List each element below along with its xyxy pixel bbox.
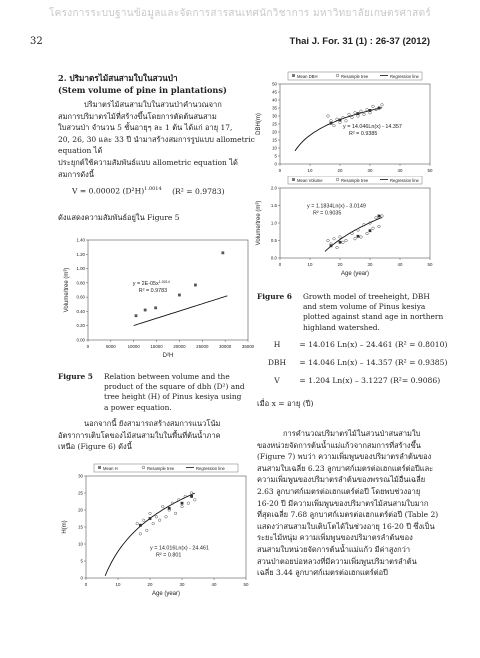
x-tick-label: 50 xyxy=(427,262,433,267)
caption-line: a power equation. xyxy=(104,402,172,412)
eq-r2: (R² = 0.9385) xyxy=(394,358,448,367)
y-tick-label: 35 xyxy=(272,105,277,111)
watermark: โครงการระบบฐานข้อมูลและจัดการสารสนเทศนักวิชาการ มหาวิทยาลัยเกษตรศาสตร์ xyxy=(48,8,432,19)
x-tick-label: 20 xyxy=(337,262,343,267)
text-line: สมการปริมาตรไม้ที่สร้างขึ้นโดยการตัดต้นสนสาม xyxy=(58,111,217,121)
x-tick-label: 25000 xyxy=(196,344,209,349)
resample-point xyxy=(339,236,342,239)
resample-point xyxy=(360,110,363,113)
y-tick-label: 50 xyxy=(272,81,277,87)
y-tick-label: 15 xyxy=(272,137,277,143)
equation-label: y = 14.046Ln(x) - 14.357 xyxy=(343,124,402,130)
y-tick-label: 25 xyxy=(78,490,83,496)
resample-point xyxy=(345,120,348,123)
journal-citation: Thai J. For. 31 (1) : 26-37 (2012) xyxy=(289,36,430,47)
data-point xyxy=(221,251,224,254)
resample-point xyxy=(142,519,145,522)
y-tick-label: 0 xyxy=(274,161,277,167)
text-line: แสดงว่าสนสามใบเติบโตได้ในช่วงอายุ 16-20 ปี ซึ่งเป็น xyxy=(257,521,435,531)
mean-point xyxy=(330,244,333,247)
mean-point xyxy=(378,215,381,218)
r2-label: R² = 0.9783 xyxy=(138,288,168,294)
mean-point xyxy=(190,495,193,498)
y-tick-label: 30 xyxy=(272,113,277,119)
y-tick-label: 20 xyxy=(272,129,277,135)
x-tick-label: 0 xyxy=(84,582,88,587)
y-tick-label: 30 xyxy=(78,473,83,479)
equation-label: $y = 2E-05x^{1.0014}$ xyxy=(132,280,170,287)
resample-point xyxy=(369,112,372,115)
x-tick-label: 35000 xyxy=(241,344,255,349)
where-line: เมื่อ x = อายุ (ปี) xyxy=(257,399,314,408)
mean-point xyxy=(357,112,360,115)
equation-label: y = 14.016Ln(x) - 24.461 xyxy=(150,545,209,552)
text-line: การคำนวณปริมาตรไม้ในสวนป่าสนสามใบ xyxy=(283,429,421,438)
y-tick-label: 40 xyxy=(272,97,277,103)
text-line: สมการดังนี้ xyxy=(58,169,94,179)
y-tick-label: 5 xyxy=(80,558,83,564)
caption-line: tree height (H) of Pinus kesiya using xyxy=(104,392,242,402)
text-line: เหนือ (Figure 6) ดังนี้ xyxy=(58,442,132,452)
equation-row xyxy=(257,358,457,376)
x-tick-label: 50 xyxy=(243,582,249,587)
x-tick-label: 10 xyxy=(115,582,121,587)
data-point xyxy=(178,294,181,297)
y-tick-label: 20 xyxy=(78,507,83,513)
y-tick-label: 0.20 xyxy=(76,323,85,329)
resample-point xyxy=(155,516,158,519)
data-point xyxy=(135,314,138,317)
legend-swatch-mean xyxy=(292,74,295,77)
section-title-en: (Stem volume of pine in plantations) xyxy=(58,85,227,95)
section-title: 2. ปริมาตรไม้สนสามใบในสวนป่า xyxy=(58,73,178,83)
resample-point xyxy=(351,232,354,235)
y-tick-label: 5 xyxy=(274,153,277,159)
resample-point xyxy=(152,522,155,525)
x-tick-label: 30000 xyxy=(219,344,232,349)
y-axis-label: H(m) xyxy=(62,520,68,534)
y-axis-label: DBH(m) xyxy=(256,113,262,135)
x-tick-label: 20 xyxy=(147,582,153,587)
equation-main: V = 0.00002 (D²H) xyxy=(72,186,145,196)
page-number: 32 xyxy=(30,36,43,47)
resample-point xyxy=(336,118,339,121)
y-tick-label: 0.00 xyxy=(76,337,85,343)
x-tick-label: 50 xyxy=(427,168,433,173)
text-line: (Figure 7) พบว่า ความเพิ่มพูนของปริมาตรลำต้นของ xyxy=(257,452,432,462)
mean-point xyxy=(139,524,142,527)
resample-point xyxy=(158,519,161,522)
resample-point xyxy=(149,512,152,515)
y-tick-label: 10 xyxy=(272,145,277,151)
eq-var: DBH xyxy=(267,358,287,367)
y-tick-label: 1.5 xyxy=(270,203,277,208)
y-tick-label: 15 xyxy=(78,524,83,530)
text-line: อัตราการเติบโตของไม้สนสามใบในพื้นที่ต้นน้ำภาค xyxy=(58,430,221,440)
resample-point xyxy=(372,105,375,108)
text-line: ระยะไม้หนุ่ม ความเพิ่มพูนของปริมาตรลำต้นของ xyxy=(257,533,413,543)
x-axis-label: Age (year) xyxy=(151,591,181,597)
text-line: ใบสวนป่า จำนวน 5 ชั้นอายุๆ ละ 1 ต้น ได้แก่ อายุ 17, xyxy=(58,123,233,133)
r2-label: R² = 0.9385 xyxy=(349,131,378,137)
paragraph-right xyxy=(257,428,457,579)
regression-line xyxy=(325,218,382,252)
resample-point xyxy=(354,112,357,115)
resample-point xyxy=(381,104,384,107)
resample-point xyxy=(366,232,369,235)
legend-swatch-mean xyxy=(98,466,101,469)
figure-6-volume-chart xyxy=(252,176,437,286)
caption-line: Relation between volume and the xyxy=(104,372,230,381)
equation-exponent: 1.0014 xyxy=(144,186,162,192)
text-line: ปริมาตรไม้สนสามใบในสวนป่าคำนวณจาก xyxy=(84,100,222,109)
volume-equation xyxy=(72,186,225,196)
paragraph-2: ดังแสดงความสัมพันธ์อยู่ใน Figure 5 xyxy=(58,213,180,222)
caption-line: Growth model of treeheight, DBH xyxy=(303,292,430,301)
text-line: ความเพิ่มพูนของปริมาตรลำต้นของพรรณไม้อื่นเฉลี่ย xyxy=(257,475,426,485)
x-tick-label: 20000 xyxy=(173,344,186,349)
resample-point xyxy=(381,215,384,218)
figure-6-caption-label: Figure 6 xyxy=(257,292,292,301)
plot-frame xyxy=(86,476,246,578)
x-tick-label: 40 xyxy=(397,168,403,173)
resample-point xyxy=(363,113,366,116)
figure-5-caption-label: Figure 5 xyxy=(58,372,93,381)
caption-line: plotted against stand age in northern xyxy=(303,312,444,322)
text-line: ของหน่วยจัดการต้นน้ำแม่แก้วจากสมการที่สร้างขึ้น xyxy=(257,440,421,450)
text-line: 2.63 ลูกบาศก์เมตรต่อเฮกแตร์ต่อปี โดยพบช่วงอายุ xyxy=(257,486,421,496)
y-tick-label: 45 xyxy=(272,89,277,95)
resample-point xyxy=(342,241,345,244)
mean-point xyxy=(181,502,184,505)
chart-legend xyxy=(94,464,238,472)
legend-swatch-mean xyxy=(292,178,295,181)
resample-point xyxy=(190,492,193,495)
resample-point xyxy=(181,505,184,508)
paragraph-1 xyxy=(58,99,258,180)
resample-point xyxy=(162,505,165,508)
mean-point xyxy=(378,107,381,110)
resample-point xyxy=(165,516,168,519)
y-tick-label: 0.0 xyxy=(270,255,277,261)
legend-label-regression: Regression line xyxy=(196,466,225,471)
y-axis-label: Volume/tree (m³) xyxy=(64,267,70,313)
x-tick-label: 15000 xyxy=(150,344,163,349)
resample-point xyxy=(357,115,360,118)
legend-label-mean: Mean DBH xyxy=(297,74,318,79)
resample-point xyxy=(136,522,139,525)
text-line: สวนป่าตอยบ่อหลวงที่มีความเพิ่มพูนปริมาตรลำต้น xyxy=(257,556,417,566)
legend-label-regression: Regression line xyxy=(390,178,419,183)
y-tick-label: 0 xyxy=(80,575,83,581)
y-axis-label: Volume/tree (m³) xyxy=(256,200,262,246)
resample-point xyxy=(174,512,177,515)
x-tick-label: 10 xyxy=(307,168,313,173)
x-tick-label: 20 xyxy=(337,168,343,173)
legend-label-resample: Resample tree xyxy=(147,466,175,471)
x-axis-label: D²H xyxy=(162,353,174,359)
resample-point xyxy=(187,502,190,505)
y-tick-label: 0.40 xyxy=(76,308,85,314)
resample-point xyxy=(372,227,375,230)
resample-point xyxy=(333,237,336,240)
resample-point xyxy=(336,246,339,249)
plot-frame xyxy=(280,188,430,258)
mean-point xyxy=(357,235,360,238)
resample-point xyxy=(354,237,357,240)
y-tick-label: 0.60 xyxy=(76,294,85,300)
caption-line: product of the square of dbh (D²) and xyxy=(104,382,245,392)
resample-point xyxy=(327,115,330,118)
resample-point xyxy=(375,216,378,219)
text-line: 16-20 ปี มีความเพิ่มพูนของปริมาตรไม้สนสามใบมาก xyxy=(257,498,429,508)
eq-r2: (R²= 0.9086) xyxy=(390,376,441,385)
regression-line xyxy=(134,296,228,326)
r2-label: R² = 0.801 xyxy=(156,552,182,559)
chart-legend xyxy=(288,72,422,80)
legend-label-regression: Regression line xyxy=(390,74,419,79)
legend-label-mean: Mean H xyxy=(103,466,118,471)
x-tick-label: 30 xyxy=(367,168,373,173)
mean-point xyxy=(330,122,333,125)
text-line: สนสามใบหน่วยจัดการต้นน้ำแม่แก้ว มีค่าสูงกว่า xyxy=(257,544,411,554)
text-line: เฉลี่ย 3.44 ลูกบาศก์เมตรต่อเฮกแตร์ต่อปี xyxy=(257,568,388,578)
figure-5-chart xyxy=(58,232,258,362)
x-tick-label: 0 xyxy=(86,344,90,349)
x-axis-label: Age (year) xyxy=(340,271,370,277)
resample-point xyxy=(139,533,142,536)
resample-point xyxy=(351,116,354,119)
resample-point xyxy=(327,239,330,242)
y-tick-label: 1.40 xyxy=(76,237,85,243)
resample-point xyxy=(330,120,333,123)
legend-label-mean: Mean Volume xyxy=(297,178,323,183)
resample-point xyxy=(360,236,363,239)
x-tick-label: 30 xyxy=(367,262,373,267)
y-tick-label: 1.0 xyxy=(270,220,277,226)
text-line: นอกจากนี้ ยังสามารถสร้างสมการแนวโน้ม xyxy=(84,419,221,428)
y-tick-label: 1.20 xyxy=(76,251,85,257)
y-tick-label: 2.0 xyxy=(270,185,277,191)
figure-6-height-chart xyxy=(58,460,258,610)
mean-point xyxy=(369,109,372,112)
figure-6-dbh-chart xyxy=(252,70,437,188)
resample-point xyxy=(348,113,351,116)
x-tick-label: 40 xyxy=(397,262,403,267)
mean-point xyxy=(339,119,342,122)
resample-point xyxy=(345,239,348,242)
caption-line: highland watershed. xyxy=(303,322,380,332)
y-tick-label: 10 xyxy=(78,541,83,547)
resample-point xyxy=(333,124,336,127)
eq-r2: (R² = 0.8010) xyxy=(394,340,448,349)
equation-row xyxy=(257,340,457,358)
resample-point xyxy=(378,225,381,228)
data-point xyxy=(194,284,197,287)
text-line: 20, 26, 30 และ 33 ปี นำมาสร้างสมการรูปแบบ allometric equation ได้ xyxy=(58,134,255,156)
text-line: ประยุกต์ใช้ความสัมพันธ์แบบ allometric equation ได้ xyxy=(58,157,238,167)
eq-expr: = 1.204 Ln(x) – 3.1227 xyxy=(299,376,388,385)
x-tick-label: 10000 xyxy=(127,344,140,349)
text-line: ที่สุดเฉลี่ย 7.68 ลูกบาศก์เมตรต่อเฮกแตร์ต่อปี (Table 2) xyxy=(257,510,439,520)
x-tick-label: 10 xyxy=(307,262,313,267)
legend-label-resample: Resample tree xyxy=(341,178,369,183)
y-tick-label: 0.80 xyxy=(76,280,85,286)
mean-point xyxy=(149,517,152,520)
mean-point xyxy=(369,229,372,232)
y-tick-label: 0.5 xyxy=(270,238,277,243)
growth-equations xyxy=(257,340,457,410)
y-tick-label: 1.00 xyxy=(76,266,85,272)
resample-point xyxy=(366,108,369,111)
equation-row xyxy=(257,376,457,394)
x-tick-label: 0 xyxy=(278,262,282,267)
equation-exponent: 1.0014 xyxy=(158,280,170,284)
mean-point xyxy=(339,241,342,244)
legend-label-resample: Resample tree xyxy=(341,74,369,79)
resample-point xyxy=(194,499,197,502)
x-tick-label: 40 xyxy=(211,582,217,587)
data-point xyxy=(154,306,157,309)
x-tick-label: 0 xyxy=(278,168,282,173)
text-line: สนสามใบเฉลี่ย 6.23 ลูกบาศก์เมตรต่อเฮกแตร์ต่อปีและ xyxy=(257,463,434,473)
paragraph-3 xyxy=(58,418,263,453)
x-tick-label: 5000 xyxy=(105,344,116,349)
figure-5-caption xyxy=(104,372,264,413)
eq-expr: = 14.046 Ln(x) – 14.357 xyxy=(299,358,393,367)
plot-frame xyxy=(88,240,248,340)
resample-point xyxy=(146,529,149,532)
resample-point xyxy=(339,121,342,124)
eq-var: V xyxy=(274,376,280,385)
data-point xyxy=(144,309,147,312)
caption-line: and stem volume of Pinus kesiya xyxy=(303,302,426,312)
figure-6-caption xyxy=(303,292,453,333)
y-tick-label: 25 xyxy=(272,121,277,127)
equation-label: y = 1.1834Ln(x) - 3.0149 xyxy=(307,203,366,210)
equation-r2: (R² = 0.9783) xyxy=(172,186,225,196)
chart-legend xyxy=(288,176,422,184)
eq-var: H xyxy=(273,340,281,349)
r2-label: R² = 0.9035 xyxy=(313,210,342,217)
eq-expr: = 14.016 Ln(x) – 24.461 xyxy=(299,340,393,349)
x-tick-label: 30 xyxy=(179,582,185,587)
mean-point xyxy=(168,507,171,510)
